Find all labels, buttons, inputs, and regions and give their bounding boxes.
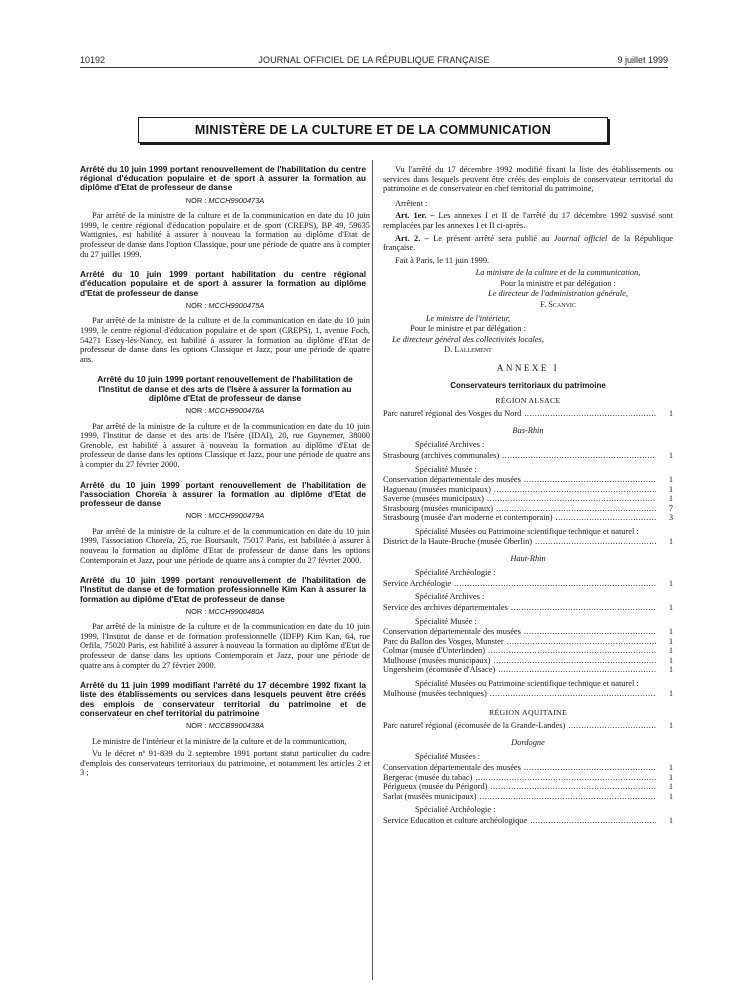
establishment-row [383,513,673,523]
article-title: Arrêté du 10 juin 1999 portant habilitation du centre régional d'éducation populaire et de sport à assurer la formation au diplôme d'Etat de professeur de danse [80,269,366,298]
post-count: 7 [668,503,673,513]
nor-label: NOR : [185,721,207,731]
article-idai-isere [80,375,370,469]
establishment-label: Service des archives départementales [383,603,508,613]
article-title: Arrêté du 10 juin 1999 portant renouvellement de l'habilitation de l'association Choreïa à assurer la formation au diplôme d'Etat de professeur de danse [80,479,366,508]
dot-leader [524,763,656,773]
list-bas-rhin-archives [383,451,673,461]
establishment-row [383,537,673,547]
establishment-row [383,494,673,504]
article-visa: Vu le décret nº 91-839 du 2 septembre 1991 portant statut particulier du cadre d'emplois des conservateurs territoriaux du patrimoine, et notamment les articles 2 et 3 ; [80,749,370,778]
establishment-label: Conservation départementale des musées [383,475,521,485]
speciality-heading: Spécialité Musée : [415,464,477,474]
post-count: 1 [668,646,673,656]
nor-label: NOR : [185,195,207,205]
signatory-title: Le ministre de l'intérieur, [425,313,511,323]
signatory-name: D. Lallement [444,345,492,355]
establishment-row [383,409,673,419]
signatory-title: La ministre de la culture et de la communication, [475,268,641,278]
post-count: 1 [668,451,673,461]
establishment-label: Sarlat (musées municipaux) [383,791,477,801]
dot-leader [496,504,656,514]
post-count: 1 [668,627,673,637]
establishment-row [383,689,673,699]
fait-a-paris: Fait à Paris, le 11 juin 1999. [395,255,490,265]
establishment-label: Parc du Ballon des Vosges, Munster [383,636,504,646]
post-count: 1 [668,665,673,675]
post-count: 1 [668,537,673,547]
department-heading: Bas-Rhin [512,425,544,435]
dot-leader [487,494,656,504]
establishment-row [383,504,673,514]
nor-code: MCCB9900438A [208,721,265,731]
dot-leader [475,773,656,783]
article-title: Arrêté du 10 juin 1999 portant renouvellement de l'habilitation de l'Institut de danse et des arts de l'Isère à assurer la formation au diplôme d'Etat de professeur de danse [97,374,353,403]
dot-leader [535,537,656,547]
article-body: Par arrêté de la ministre de la culture et de la communication en date du 10 juin 1999, l'Institut de danse et des arts de l'Isère (IDAI), 20, rue Guynemer, 38000 Grenoble, est habilité à assurer à nouveau la formation au diplôme d'Etat de professeur de danse dans les options Classique et Jazz, pour une période de quatre ans à compter du 27 février 2000. [80,421,370,469]
post-count: 1 [668,791,673,801]
speciality-heading: Spécialité Musées ou Patrimoine scientifique technique et naturel : [415,678,639,688]
post-count: 1 [668,636,673,646]
establishment-row [383,721,673,731]
speciality-heading: Spécialité Archives : [415,440,485,450]
dot-leader [568,721,656,731]
annexe-title: ANNEXE I [496,362,560,373]
dot-leader [524,627,656,637]
journal-title: JOURNAL OFFICIEL DE LA RÉPUBLIQUE FRANÇAISE [258,55,490,65]
post-count: 1 [668,475,673,485]
establishment-label: Parc naturel régional (écomusée de la Grande-Landes) [383,721,566,731]
nor-code: MCCH9900475A [208,300,265,310]
region-heading: RÉGION AQUITAINE [488,707,568,717]
signature-interieur [383,314,553,356]
list-alsace-top [383,409,673,419]
post-count: 1 [668,721,673,731]
nor-label: NOR : [185,300,207,310]
list-aquitaine-top [383,721,673,731]
dot-leader [488,646,656,656]
list-bas-rhin-musee [383,475,673,523]
establishment-row [383,773,673,783]
speciality-heading: Spécialité Archéologie : [415,568,496,578]
region-heading: RÉGION ALSACE [495,395,561,405]
establishment-row [383,627,673,637]
establishment-row [383,665,673,675]
establishment-row [383,475,673,485]
establishment-row [383,485,673,495]
establishment-label: Strasbourg (musées municipaux) [383,503,494,513]
ministry-title: MINISTÈRE DE LA CULTURE ET DE LA COMMUNICATION [194,123,552,137]
dot-leader [524,409,656,419]
dot-leader [493,656,656,666]
list-haut-rhin-archives [383,603,673,613]
nor-reference [80,607,370,617]
establishment-label: District de la Haute-Bruche (musée Oberlin) [383,537,533,547]
department-heading: Haut-Rhin [510,553,546,563]
establishment-row [383,792,673,802]
nor-reference [80,196,370,206]
establishment-label: Saverne (musées municipaux) [383,494,484,504]
annexe-subtitle: Conservateurs territoriaux du patrimoine [450,381,606,391]
establishment-row [383,816,673,826]
delegation-line: Pour le ministre et par délégation : [410,324,526,334]
post-count: 1 [668,815,673,825]
establishment-label: Mulhouse (musées techniques) [383,689,487,699]
article-title: Arrêté du 10 juin 1999 portant renouvellement de l'habilitation de l'Institut de danse et de formation professionnelle Kim Kan à assurer la formation au diplôme d'Etat de professeur de danse [80,575,366,604]
establishment-row [383,763,673,773]
left-column [80,165,370,789]
post-count: 1 [668,484,673,494]
post-count: 1 [668,655,673,665]
post-count: 1 [668,772,673,782]
nor-label: NOR : [185,511,207,521]
post-count: 3 [668,513,673,523]
nor-code: MCCH9900480A [208,606,265,616]
dot-leader [511,603,656,613]
dot-leader [454,579,656,589]
article-preamble: Le ministre de l'intérieur et la ministre de la culture et de la communication, [92,736,347,746]
right-column [383,165,673,825]
post-count: 1 [668,603,673,613]
issue-date: 9 juillet 1999 [617,55,668,65]
establishment-row [383,451,673,461]
establishment-label: Conservation départementale des musées [383,627,521,637]
post-count: 1 [668,494,673,504]
speciality-heading: Spécialité Musée : [415,616,477,626]
article-kim-kan [80,576,370,670]
article-2 [383,234,673,253]
dot-leader [507,637,656,647]
dot-leader [556,513,657,523]
speciality-heading: Spécialité Musées : [415,752,481,762]
nor-reference [80,301,370,311]
signatory-director: Le directeur général des collectivités locales, [392,334,544,344]
article-body: Par arrêté de la ministre de la culture et de la communication en date du 10 juin 1999, le centre régional d'éducation populaire et de sport (CREPS), 1, avenue Foch, 54271 Essey-lès-Nancy, est habilité à assurer la formation au diplôme d'Etat de professeur de danse dans les options Classique et Jazz, pour une période de quatre ans. [80,316,370,364]
dot-leader [494,485,656,495]
establishment-row [383,637,673,647]
nor-label: NOR : [185,606,207,616]
list-haut-rhin-musee [383,627,673,675]
establishment-label: Périgueux (musée du Périgord) [383,782,488,791]
page-number: 10192 [80,55,106,65]
establishment-label: Bergerac (musée du tabac) [383,772,473,782]
establishment-label: Parc naturel régional des Vosges du Nord [383,409,522,419]
article-creps-wattignies [80,165,370,259]
dot-leader [530,816,656,826]
establishment-label: Strasbourg (musée d'art moderne et contemporain) [383,513,553,523]
dot-leader [490,782,656,792]
establishment-row [383,646,673,656]
speciality-heading: Spécialité Archives : [415,592,485,602]
post-count: 1 [668,578,673,588]
nor-code: MCCH9900479A [208,511,265,521]
establishment-row [383,603,673,613]
establishment-row [383,656,673,666]
nor-reference [80,721,370,731]
dot-leader [524,475,656,485]
signatory-name: F. Scanvic [540,299,576,309]
list-haut-rhin-pst [383,689,673,699]
list-dordogne-archeologie [383,816,673,826]
article-title: Arrêté du 10 juin 1999 portant renouvellement de l'habilitation du centre régional d'éducation populaire et de sport à assurer la formation au diplôme d'Etat de professeur de danse [80,164,366,193]
signature-culture [383,268,673,310]
establishment-label: Service Archéologie [383,578,452,588]
article-conservateurs [80,681,370,778]
dot-leader [498,665,656,675]
establishment-row [383,579,673,589]
article-body: Par arrêté de la ministre de la culture et de la communication en date du 10 juin 1999, l'Institut de danse et de formation professionnelle (IDFP) Kim Kan, 64, rue Orfila, 75020 Paris, est habilité à assurer à nouveau la formation au diplôme d'Etat de professeur de danse dans les options Contemporain et Jazz, pour une période de quatre ans à compter du 27 février 2000. [80,622,370,670]
post-count: 1 [668,409,673,419]
article-choreia [80,481,370,566]
visa-paragraph: Vu l'arrêté du 17 décembre 1992 modifié fixant la liste des établissements ou services dans lesquels peuvent être créés des emplois de conservateur territorial du patrimoine et de conservateur en chef territorial du patrimoine, [383,165,673,194]
establishment-label: Colmar (musée d'Unterlinden) [383,646,485,656]
establishment-label: Service Education et culture archéologique [383,815,528,825]
signatory-director: Le directeur de l'administration générale, [488,289,628,299]
article-body: Par arrêté de la ministre de la culture et de la communication en date du 10 juin 1999, le centre régional d'éducation populaire et de sport (CREPS), BP 49, 59635 Wattignies, est habilité à assurer à nouveau la formation au diplôme d'Etat de professeur de danse dans l'option Classique, pour une période de quatre ans à compter du 27 juillet 1999. [80,211,370,259]
nor-code: MCCH9900476A [208,405,265,415]
article-1-text: Les annexes I et II de l'arrêté du 17 décembre 1992 susvisé sont remplacées par les annexes I et II ci-après. [383,211,674,230]
article-2-label: Art. 2. – [395,233,429,243]
nor-reference [80,406,370,416]
establishment-label: Ungersheim (écomusée d'Alsace) [383,665,496,675]
dot-leader [490,689,656,699]
speciality-heading: Spécialité Musées ou Patrimoine scientifique technique et naturel : [415,526,639,536]
establishment-label: Haguenau (musées municipaux) [383,484,491,494]
article-1-label: Art. 1er. – [395,211,435,221]
nor-code: MCCH9900473A [208,195,265,205]
article-title: Arrêté du 11 juin 1999 modifiant l'arrêté du 17 décembre 1992 fixant la liste des établissements ou services dans lesquels peuvent être créés des emplois de conservateur territorial du patrimoine et de conservateur en chef territorial du patrimoine [80,680,366,718]
establishment-label: Mulhouse (musées municipaux) [383,655,491,665]
article-creps-nancy [80,270,370,364]
post-count: 1 [668,689,673,699]
article-2-text-b: de la République française. [383,233,674,253]
ministry-title-box [138,117,608,143]
column-divider [372,160,373,980]
establishment-label: Conservation départementale des musées [383,763,521,772]
establishment-label: Strasbourg (archives communales) [383,451,500,461]
list-bas-rhin-pst [383,537,673,547]
article-body: Par arrêté de la ministre de la culture et de la communication en date du 10 juin 1999, l'association Choreïa, 25, rue Boursault, 75017 Paris, est habilitée à assurer à nouveau la formation au diplôme d'Etat de professeur de danse dans les options Contemporain et Jazz, pour une période de quatre ans à compter du 27 février 2000. [80,526,370,565]
article-2-journal: Journal officiel [553,233,608,243]
nor-label: NOR : [185,405,207,415]
header-rule [80,67,668,68]
nor-reference [80,511,370,521]
list-dordogne-musees [383,763,673,801]
delegation-line: Pour la ministre et par délégation : [500,278,616,288]
article-1 [383,211,673,230]
post-count: 1 [668,763,673,772]
department-heading: Dordogne [511,737,545,747]
arretent: Arrêtent : [395,198,428,208]
list-haut-rhin-archeologie [383,579,673,589]
dot-leader [502,451,656,461]
dot-leader [480,792,657,802]
article-2-text-a: Le présent arrêté sera publié au [433,233,550,243]
speciality-heading: Spécialité Archéologie : [415,805,496,814]
establishment-row [383,782,673,792]
post-count: 1 [668,782,673,791]
